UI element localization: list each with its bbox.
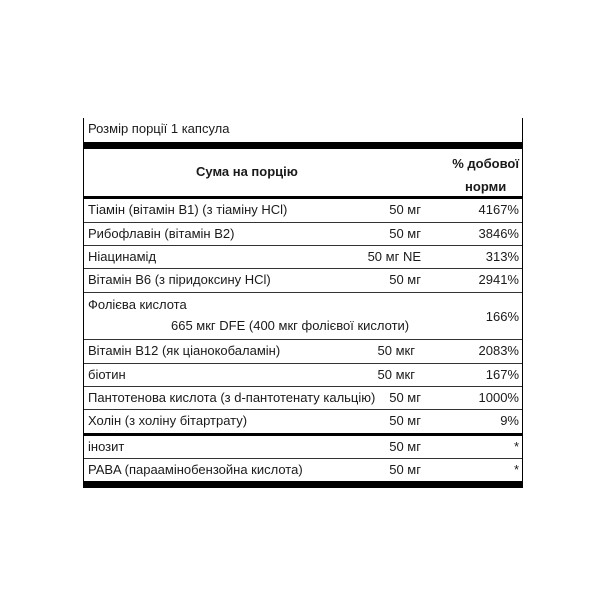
- daily-value-header-line1: % добової: [452, 156, 519, 171]
- nutrient-name: Холін (з холіну бітартрату): [88, 413, 248, 428]
- daily-value-header-line2: норми: [465, 179, 507, 194]
- section-divider: [84, 433, 522, 436]
- nutrient-amount: 50 мг NE: [367, 249, 421, 264]
- nutrient-name: Тіамін (вітамін В1) (з тіаміну HCl): [88, 202, 288, 217]
- nutrient-name: біотин: [88, 367, 126, 382]
- nutrient-amount: 50 мг: [389, 390, 421, 405]
- daily-value-header: [452, 152, 519, 198]
- nutrient-amount: 50 мг: [389, 413, 421, 428]
- nutrient-row-folic-acid: [84, 294, 522, 338]
- nutrient-dv: 1000%: [478, 390, 519, 405]
- row-divider: [84, 292, 522, 293]
- nutrient-name: Рибофлавін (вітамін В2): [88, 226, 235, 241]
- nutrient-name: Вітамін В6 (з піридоксину HCl): [88, 272, 271, 287]
- nutrient-amount: 50 мкг: [377, 367, 415, 382]
- nutrient-dv: 167%: [485, 367, 519, 382]
- nutrient-name: Фолієва кислота: [88, 297, 187, 312]
- nutrient-name: Вітамін В12 (як ціанокобаламін): [88, 343, 281, 358]
- nutrient-name: Пантотенова кислота (з d-пантотенату кальцію): [88, 390, 376, 405]
- supplement-facts-panel: [83, 118, 523, 488]
- nutrient-amount: 50 мг: [389, 226, 421, 241]
- header-divider-top: [84, 142, 522, 149]
- nutrient-dv: 2941%: [478, 272, 519, 287]
- nutrient-name: інозит: [88, 439, 125, 454]
- nutrient-dv: *: [513, 462, 519, 477]
- nutrient-dv: *: [513, 439, 519, 454]
- nutrient-dv: 4167%: [478, 202, 519, 217]
- nutrient-dv: 9%: [500, 413, 519, 428]
- nutrient-amount: 50 мг: [389, 462, 421, 477]
- nutrient-amount: 50 мг: [389, 202, 421, 217]
- nutrient-amount: 50 мг: [389, 439, 421, 454]
- nutrient-dv: 3846%: [478, 226, 519, 241]
- nutrient-name: PABA (параамінобензойна кислота): [88, 462, 303, 477]
- serving-size: Розмір порції 1 капсула: [88, 121, 230, 136]
- amount-per-serving-header: Сума на порцію: [196, 164, 298, 179]
- nutrient-amount: 50 мг: [389, 272, 421, 287]
- nutrient-name: Ніацинамід: [88, 249, 157, 264]
- nutrient-dv: 313%: [485, 249, 519, 264]
- nutrient-dv: 2083%: [478, 343, 519, 358]
- row-divider: [84, 363, 522, 364]
- nutrient-amount: 50 мкг: [377, 343, 415, 358]
- nutrient-dv: 166%: [485, 309, 519, 324]
- nutrient-amount: 665 мкг DFE (400 мкг фолієвої кислоти): [171, 318, 410, 333]
